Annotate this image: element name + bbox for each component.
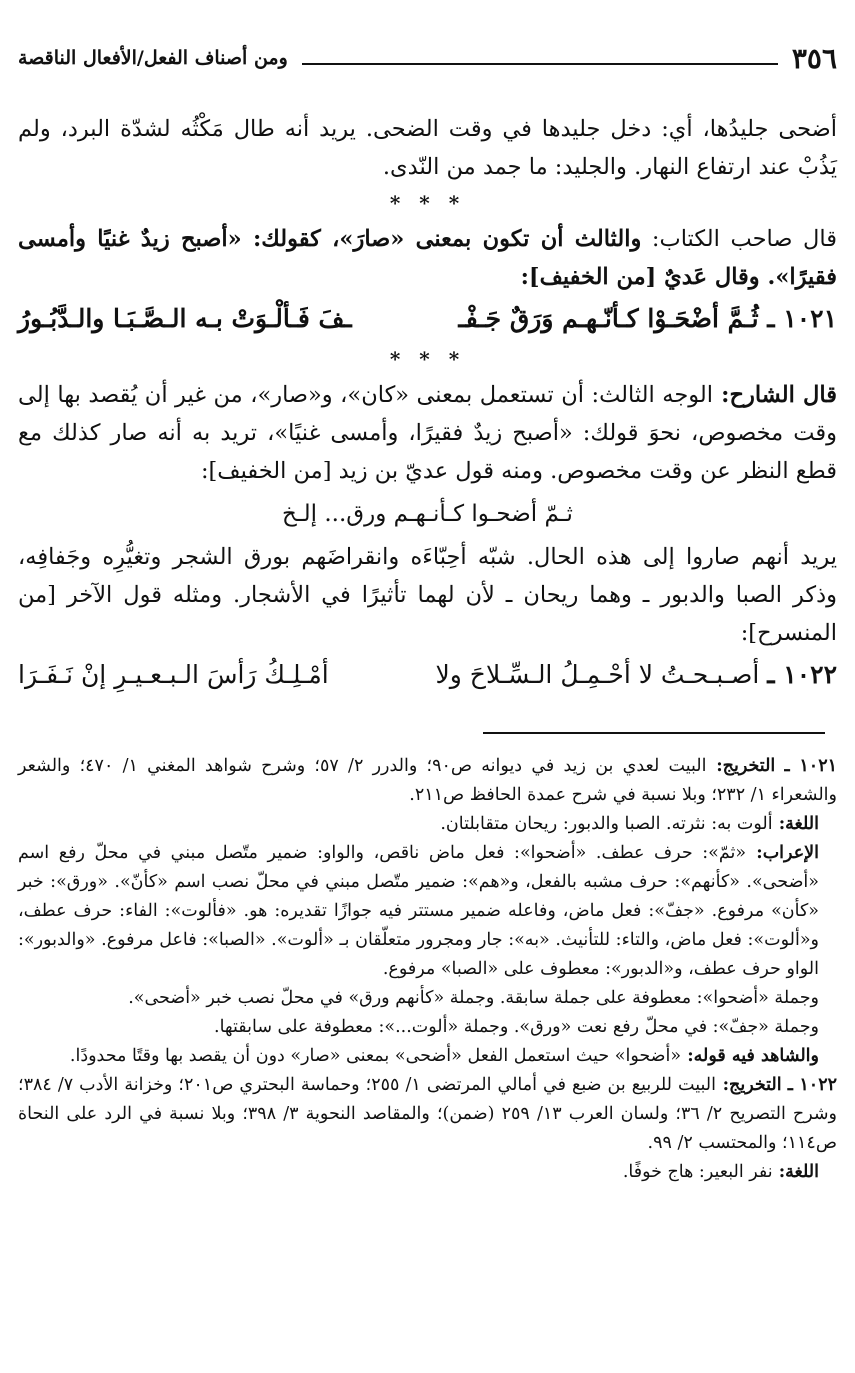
takhrij-label: التخريج:: [716, 1075, 782, 1095]
footnote-1021-takhrij: [18, 752, 837, 810]
verse-second-hemistich: ـفَ فَـألْـوَتْ بـه الـصَّـبَـا والـدَّبُـورُ: [18, 304, 352, 333]
footnote-1022-takhrij: [18, 1071, 837, 1158]
footnote-shahid: [18, 1042, 837, 1071]
page-number: ٣٥٦: [791, 41, 837, 75]
hemistich-text: ثُـمَّ أضْحَـوْا كـأنّـهـم وَرَقٌ جَـفْـ: [458, 304, 759, 333]
author-text: والثالث أن تكون بمعنى «صارَ»، كقولك: «أصبح زيدٌ غنيًا وأمسى فقيرًا». وقال عَديٌ [من الخفيف]:: [18, 226, 837, 290]
author-label: قال صاحب الكتاب:: [641, 226, 837, 252]
footnote-jumla-1: وجملة «أضحوا»: معطوفة على جملة سابقة. وجملة «كأنهم ورق» في محلّ نصب خبر «أضحى».: [128, 988, 819, 1008]
verse-1021: [18, 296, 837, 342]
running-header: [18, 40, 837, 76]
lugha-label: اللغة:: [772, 814, 819, 834]
running-title: ومن أصناف الفعل/الأفعال الناقصة: [18, 47, 288, 69]
verse-first-hemistich: [436, 652, 837, 698]
paragraph-1: أضحى جليدُها، أي: دخل جليدها في وقت الضحى. يريد أنه طال مَكْثُه لشدّة البرد، ولم يَذُبْ عند ارتفاع النهار. والجليد: ما جمد من النّدى.: [18, 116, 837, 180]
footnote-jumla-2: وجملة «جفّ»: في محلّ رفع نعت «ورق». وجملة «ألوت...»: معطوفة على سابقتها.: [214, 1017, 819, 1037]
verse-second-hemistich: أمْـلِـكُ رَأسَ الـبـعـيـرِ إنْ نَـفَـرَا: [18, 660, 329, 689]
verse-first-hemistich: [458, 296, 837, 342]
lugha-text: ألوت به: نثرته. الصبا والدبور: ريحان متقابلتان.: [440, 814, 773, 834]
section-separator: * * *: [389, 347, 466, 371]
footnote-number: ١٠٢٢ ـ: [787, 1075, 837, 1095]
footnotes: [18, 752, 837, 1187]
paragraph-2: [18, 220, 837, 296]
lugha-label: اللغة:: [772, 1162, 819, 1182]
footnote-separator: [483, 732, 825, 734]
verse-number: ١٠٢١ ـ: [767, 304, 837, 333]
footnote-lugha-2: [18, 1158, 837, 1187]
takhrij-text: البيت لعدي بن زيد في ديوانه ص٩٠؛ والدرر ٢/ ٥٧؛ وشرح شواهد المغني ١/ ٤٧٠؛ والشعر والشعراء ١/ ٢٣٢؛ وبلا نسبة في شرح عمدة الحافظ ص٢١١.: [18, 756, 837, 805]
shahid-label: والشاهد فيه قوله:: [681, 1046, 819, 1066]
verse-number: ١٠٢٢ ـ: [767, 660, 837, 689]
footnote-lugha: [18, 810, 837, 839]
irab-label: الإعراب:: [746, 843, 819, 863]
paragraph-4: يريد أنهم صاروا إلى هذه الحال. شبّه أحِبّاءَه وانقراضَهم بورق الشجر وتغيُّرِه وجَفافِه، وذكر الصبا والدبور ـ وهما ريحان ـ لأن لهما تأثيرًا في الأشجار. ومثله قول الآخر [من المنسرح]:: [18, 544, 837, 646]
footnote-number: ١٠٢١ ـ: [784, 756, 838, 776]
footnote-irab: [18, 839, 837, 984]
shahid-text: «أضحوا» حيث استعمل الفعل «أضحى» بمعنى «صار» دون أن يقصد بها وقتًا محدودًا.: [69, 1046, 682, 1066]
hemistich-text: أصـبـحـتُ لا أحْـمِـلُ الـسِّـلاحَ ولا: [435, 660, 760, 689]
commentary-text: الوجه الثالث: أن تستعمل بمعنى «كان»، و«صار»، من غير أن يُقصد بها إلى وقت مخصوص، نحوَ قولك: «أصبح زيدٌ فقيرًا، وأمسى غنيًا»، تريد به أنه صار كذلك مع قطع النظر عن وقت مخصوص. ومنه قول عديّ بن زيد [من الخفيف]:: [18, 382, 837, 484]
lugha-text: نفر البعير: هاج خوفًا.: [622, 1162, 773, 1182]
main-text: [18, 110, 837, 698]
section-separator: * * *: [389, 191, 466, 215]
verse-1022: [18, 652, 837, 698]
commentator-label: قال الشارح:: [712, 382, 838, 408]
takhrij-text: البيت للربيع بن ضبع في أمالي المرتضى ١/ ٢٥٥؛ وحماسة البحتري ص٢٠١؛ وخزانة الأدب ٧/ ٣٨٤؛ وشرح التصريح ٢/ ٣٦؛ ولسان العرب ١٣/ ٢٥٩ (ضمن)؛ والمقاصد النحوية ٣/ ٣٩٨؛ وبلا نسبة في الرد على النحاة ص١١٤؛ والمحتسب ٢/ ٩٩.: [18, 1075, 837, 1153]
header-rule: [302, 63, 778, 65]
irab-text: «ثمّ»: حرف عطف. «أضحوا»: فعل ماض ناقص، والواو: ضمير متّصل مبني في محلّ رفع اسم «أضحى». «كأنهم»: حرف مشبه بالفعل، و«هم»: ضمير متّصل مبني في محلّ نصب اسم «كأنّ». «ورق»: خبر «كأن» مرفوع. «جفّ»: فعل ماض، وفاعله ضمير مستتر فيه جوازًا تقديره: هو. «فألوت»: الفاء: حرف عطف، و«ألوت»: فعل ماض، والتاء: للتأنيث. «به»: جار ومجرور متعلّقان بـ «ألوت». «الصبا»: فاعل مرفوع. «والدبور»: الواو حرف عطف، و«الدبور»: معطوف على «الصبا» مرفوع.: [18, 843, 819, 979]
quoted-verse: ثـمّ أضحـوا كـأنـهـم ورق... إلـخ: [282, 501, 573, 527]
takhrij-label: التخريج:: [706, 756, 776, 776]
paragraph-3: [18, 376, 837, 490]
